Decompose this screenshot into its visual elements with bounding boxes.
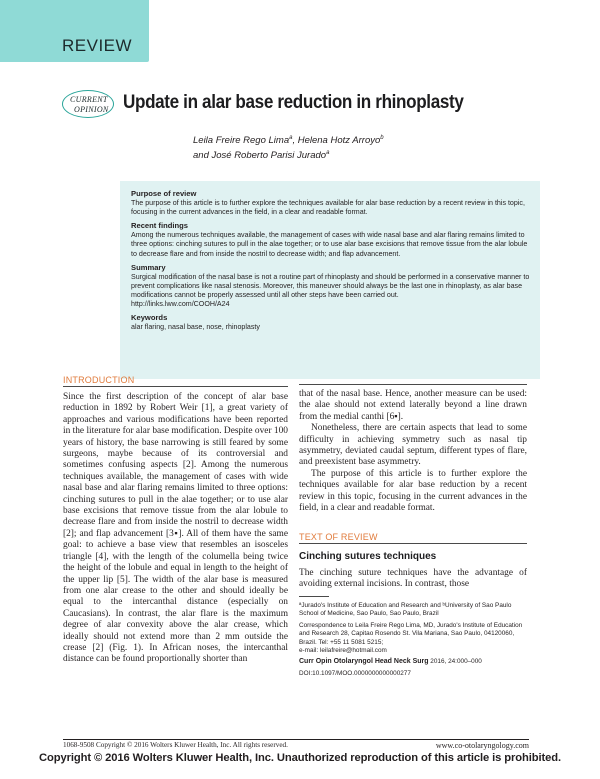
- logo-line-2: OPINION: [74, 105, 109, 114]
- author-1: Leila Freire Rego Lima: [193, 135, 290, 147]
- journal-name: Curr Opin Otolaryngol Head Neck Surg: [299, 658, 429, 666]
- introduction-heading: INTRODUCTION: [63, 375, 135, 385]
- page-footer-rule: [63, 739, 529, 740]
- logo-line-1: CURRENT: [70, 95, 108, 104]
- right-column-intro: [299, 389, 527, 514]
- author-list: [193, 132, 523, 162]
- current-opinion-logo: [62, 90, 114, 118]
- affiliation-note: ªJurado's Institute of Education and Research and ᵇUniversity of Sao Paulo School of Medicine, Sao Paulo, Sao Paulo, Brazil: [299, 602, 512, 618]
- author-3-affil: a: [326, 150, 330, 157]
- doi[interactable]: DOI:10.1097/MOO.0000000000000277: [299, 669, 411, 677]
- introduction-rule: [63, 386, 288, 387]
- cinching-text: The cinching suture techniques have the advantage of avoiding external incisions. In contrast, those: [299, 568, 527, 590]
- purpose-heading: Purpose of review: [131, 189, 197, 198]
- intro-paragraph-3: The purpose of this article is to further explore the techniques available for alar base reduction by a recent review in this topic, focusing in the current advances in the field, in a clear and readable format.: [299, 468, 527, 514]
- review-section-tab: [0, 0, 149, 62]
- author-3: and José Roberto Parisi Jurado: [193, 150, 327, 162]
- text-of-review-rule: [299, 543, 527, 544]
- copyright-notice: Copyright © 2016 Wolters Kluwer Health, Inc. Unauthorized reproduction of this article is prohibited.: [39, 752, 561, 764]
- intro-paragraph-1: Since the first description of the concept of alar base reduction in 1892 by Robert Weir [1], a great variety of approaches and various modifications have been reported in the literature for alar base modification. Despite over 100 years of history, the base narrowing is still feared by some surgeons, maybe because of its controversial and sometimes confusing aspects [2]. Among the numerous techniques available, the management of cases with wide nasal base and alar flaring remains limited to three options: cinching sutures to pull in the alae together; or to use alar base excisions that remove tissue from the alar lobule to decrease flare and from inside the nostril to decrease width [2]; and flap advancement [3▪]. All of them have the same goal: to achieve a base view that resembles an isosceles triangle [4], with the length of the columella being twice the height of the lobule and equal in length to the height of the upper lip [5]. The width of the alar base is measured from one alar crease to the other and should ideally be equal to the intercanthal distance (especially on Caucasians). In contrast, the alar flare is the maximum degree of alar convexity above the alar crease, which ideally should not extend more than 2 mm outside the crease [2] (Fig. 1). In African noses, the intercanthal distance can be found proportionally shorter than: [63, 392, 288, 665]
- journal-citation: [299, 658, 529, 666]
- correspondence-note: [299, 622, 529, 656]
- author-2: , Helena Hotz Arroyo: [292, 135, 381, 147]
- text-of-review-heading: TEXT OF REVIEW: [299, 532, 378, 542]
- journal-volume: 2016, 24:000–000: [428, 658, 482, 666]
- cinching-subheading: Cinching sutures techniques: [299, 551, 437, 562]
- intro-paragraph-2: Nonetheless, there are certain aspects that lead to some difficulty in achieving symmetry such as nasal tip asymmetry, deviated caudal septum, different types of flare, and preexistent base asymmetry.: [299, 423, 527, 468]
- findings-heading: Recent findings: [131, 221, 188, 231]
- review-tab-label: REVIEW: [62, 36, 133, 55]
- footnote-rule: [299, 596, 329, 597]
- page-footer-website[interactable]: www.co-otolaryngology.com: [435, 741, 529, 750]
- author-1-affil: a: [289, 135, 293, 141]
- abstract-box: [120, 181, 540, 379]
- correspondence-text: Correspondence to Leila Freire Rego Lima, MD, Jurado's Institute of Education and Research 28, Capitao Rosendo St. Vila Mariana, Sao Paulo, 04120060, Brazil. Tel: +55 11 5081 5215;: [299, 621, 523, 646]
- purpose-text: The purpose of this article is to further explore the techniques available for alar base reduction by a recent review in this topic, focusing in the current advances in the field, in a clear and readable format.: [131, 199, 525, 217]
- correspondence-email[interactable]: e-mail: leilafreire@hotmail.com: [299, 647, 387, 655]
- keywords-text: alar flaring, nasal base, nose, rhinoplasty: [131, 323, 260, 332]
- keywords-heading: Keywords: [131, 313, 168, 323]
- summary-heading: Summary: [131, 262, 166, 272]
- author-2-affil: b: [380, 135, 384, 141]
- findings-text: Among the numerous techniques available, the management of cases with wide nasal base and alar flaring remains limited to three options: cinching sutures to pull in the alae together; or to use alar base excisions that remove tissue from the alar lobule to decrease flare and from inside the nostril to decrease width; and flap advancement.: [131, 231, 528, 258]
- left-column: [63, 392, 288, 666]
- page-footer-issn: 1068-9508 Copyright © 2016 Wolters Kluwer Health, Inc. All rights reserved.: [63, 741, 288, 749]
- article-title: Update in alar base reduction in rhinoplasty: [123, 92, 464, 113]
- right-column-top-rule: [299, 384, 527, 385]
- footnotes: [299, 602, 529, 678]
- summary-text: Surgical modification of the nasal base is not a routine part of rhinoplasty and should be performed in a conservative manner to prevent complications like nasal stenosis. Moreover, this maneuver should always be the last one in rhinoplasty, as alar base modifications cannot be properly assessed until all other steps have been carried out.: [131, 272, 530, 299]
- supplementary-link[interactable]: http://links.lww.com/COOH/A24: [131, 300, 230, 309]
- intro-paragraph-continued: that of the nasal base. Hence, another measure can be used: the alae should not extend laterally beyond a line drawn from the medial canthi [6▪].: [299, 389, 527, 422]
